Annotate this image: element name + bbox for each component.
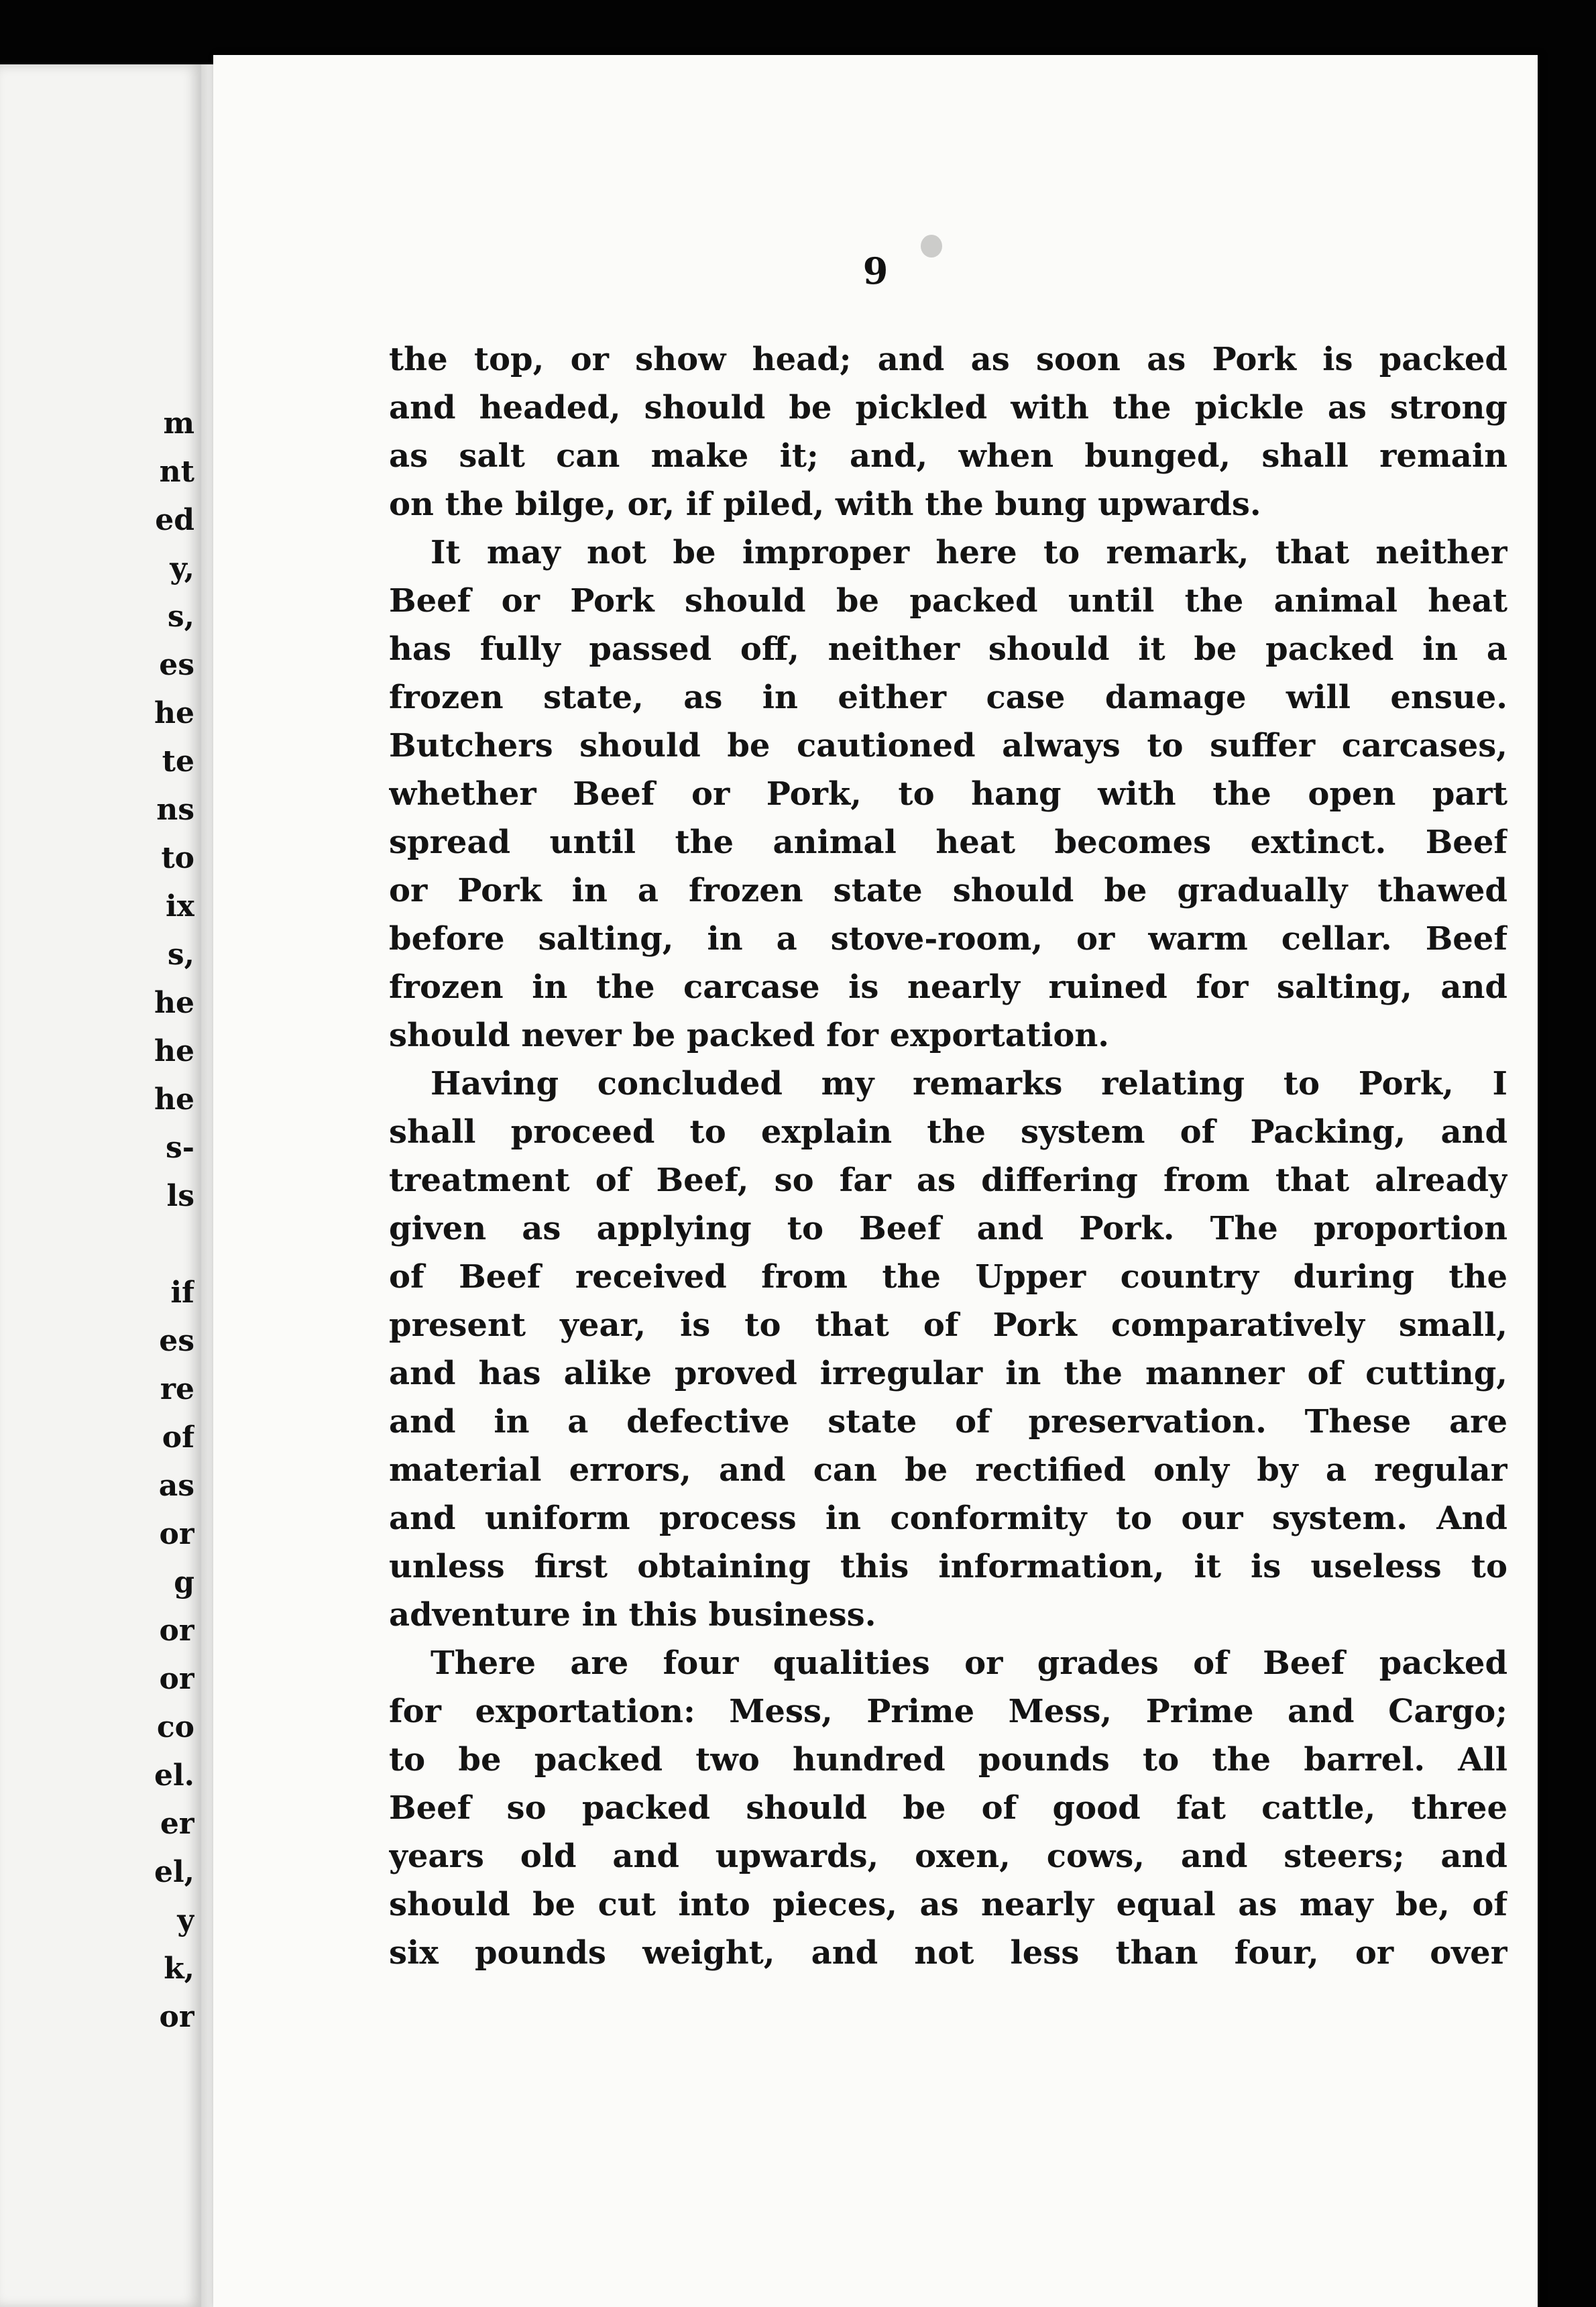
left-page-fragment: he — [154, 986, 194, 1020]
text-line: and in a defective state of preservation. These are — [389, 1403, 1507, 1441]
text-line: years old and upwards, oxen, cows, and steers; and — [389, 1838, 1507, 1875]
left-page-fragment: g — [174, 1565, 194, 1599]
left-page-fragment: y — [177, 1903, 194, 1937]
left-page-fragment: s, — [167, 600, 194, 634]
left-page-fragment: he — [154, 696, 194, 730]
left-page-fragment: es — [159, 1324, 194, 1358]
page-number: 9 — [862, 249, 889, 292]
text-line: Beef so packed should be of good fat cattle, three — [389, 1789, 1507, 1827]
text-line: and headed, should be pickled with the pickle as strong — [389, 389, 1507, 427]
text-line: given as applying to Beef and Pork. The proportion — [389, 1210, 1507, 1247]
left-page-fragment: re — [160, 1372, 194, 1406]
text-line: shall proceed to explain the system of Packing, and — [389, 1113, 1507, 1151]
left-page-fragment: m — [163, 406, 194, 441]
text-line: on the bilge, or, if piled, with the bung upwards. — [389, 486, 1261, 523]
text-line: to be packed two hundred pounds to the barrel. All — [389, 1741, 1507, 1779]
left-page-fragment: s, — [167, 938, 194, 972]
text-line: frozen state, as in either case damage will ensue. — [389, 679, 1507, 716]
text-line: Butchers should be cautioned always to suffer carcases, — [389, 727, 1507, 765]
text-line: and uniform process in conformity to our system. And — [389, 1500, 1507, 1537]
left-page-fragment: el. — [154, 1758, 194, 1793]
text-line: and has alike proved irregular in the manner of cutting, — [389, 1355, 1507, 1392]
left-page-fragment: el, — [154, 1855, 194, 1889]
right-page — [213, 55, 1538, 2307]
text-line: whether Beef or Pork, to hang with the open part — [389, 775, 1507, 813]
text-line: should be cut into pieces, as nearly equal as may be, of — [389, 1886, 1507, 1923]
left-page-fragment: or — [159, 1662, 194, 1696]
left-page-fragment: ns — [156, 793, 194, 827]
text-line: or Pork in a frozen state should be gradually thawed — [389, 872, 1507, 909]
text-line: unless first obtaining this information, it is useless to — [389, 1548, 1507, 1585]
left-page-fragment: es — [159, 648, 194, 682]
text-line: treatment of Beef, so far as differing from that already — [389, 1162, 1507, 1199]
text-line: the top, or show head; and as soon as Pork is packed — [389, 341, 1507, 378]
text-line: There are four qualities or grades of Beef packed — [431, 1644, 1507, 1682]
left-page-fragment: he — [154, 1082, 194, 1117]
text-line: as salt can make it; and, when bunged, shall remain — [389, 437, 1507, 475]
left-page-fragment: he — [154, 1034, 194, 1068]
left-page-fragment: ls — [166, 1179, 194, 1213]
left-page-fragment — [121, 1221, 194, 1269]
text-line: frozen in the carcase is nearly ruined for salting, and — [389, 968, 1507, 1006]
left-page-fragment: er — [160, 1807, 194, 1841]
left-page-fragment: co — [156, 1710, 194, 1744]
text-line: before salting, in a stove-room, or warm cellar. Beef — [389, 920, 1507, 958]
text-line: has fully passed off, neither should it be packed in a — [389, 630, 1507, 668]
text-line: adventure in this business. — [389, 1596, 876, 1634]
left-page — [0, 64, 201, 2307]
left-page-fragment: or — [159, 2000, 194, 2034]
left-page-fragment: nt — [159, 455, 194, 489]
text-line: It may not be improper here to remark, that neither — [431, 534, 1507, 571]
left-page-text-fragments — [121, 400, 194, 2041]
left-page-fragment: as — [158, 1469, 194, 1503]
left-page-fragment: te — [162, 744, 194, 779]
left-page-fragment: to — [161, 841, 194, 875]
text-line: Beef or Pork should be packed until the animal heat — [389, 582, 1507, 620]
left-page-fragment: of — [162, 1420, 194, 1455]
text-line: material errors, and can be rectified only by a regular — [389, 1451, 1507, 1489]
text-line: should never be packed for exportation. — [389, 1017, 1109, 1054]
text-line: Having concluded my remarks relating to Pork, I — [431, 1065, 1507, 1103]
text-line: six pounds weight, and not less than four, or over — [389, 1934, 1507, 1972]
left-page-fragment: or — [159, 1517, 194, 1551]
body-text — [389, 335, 1507, 1977]
left-page-fragment: if — [170, 1276, 194, 1310]
text-line: spread until the animal heat becomes extinct. Beef — [389, 824, 1507, 861]
text-line: of Beef received from the Upper country during the — [389, 1258, 1507, 1296]
left-page-fragment: k, — [164, 1952, 194, 1986]
left-page-fragment: or — [159, 1614, 194, 1648]
left-page-fragment: s- — [165, 1131, 194, 1165]
text-line: present year, is to that of Pork comparatively small, — [389, 1306, 1507, 1344]
text-line: for exportation: Mess, Prime Mess, Prime and Cargo; — [389, 1693, 1507, 1730]
left-page-fragment: ix — [166, 889, 194, 923]
left-page-fragment: ed — [155, 503, 194, 537]
left-page-fragment: y, — [170, 551, 194, 585]
